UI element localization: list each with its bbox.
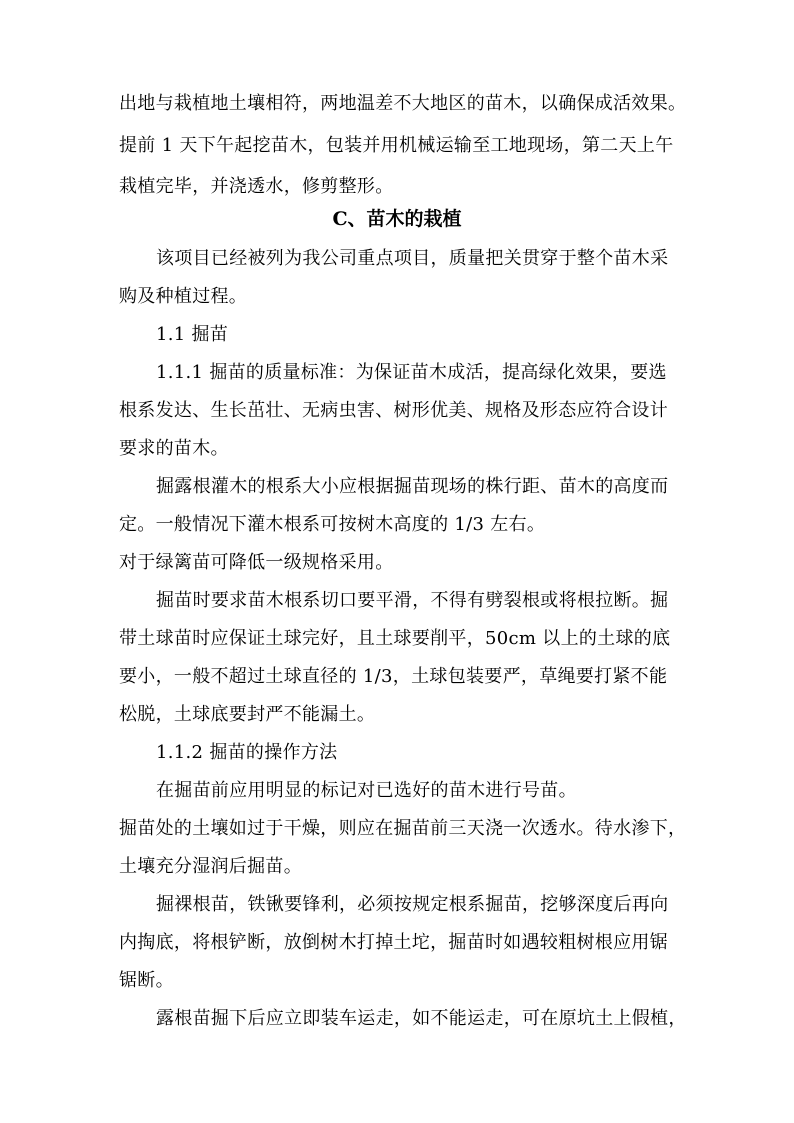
section-heading: C、苗木的栽植: [332, 208, 462, 230]
text-line: 要求的苗木。: [119, 438, 229, 459]
text-line: 要小，一般不超过土球直径的 1/3，土球包装要严，草绳要打紧不能: [119, 666, 668, 687]
text-line: 对于绿篱苗可降低一级规格采用。: [119, 552, 394, 573]
text-line: 1.1.2 掘苗的操作方法: [156, 742, 338, 763]
text-line: 在掘苗前应用明显的标记对已选好的苗木进行号苗。: [156, 780, 577, 801]
text-line: 1.1 掘苗: [156, 324, 229, 345]
text-line: 掘裸根苗，铁锹要锋利，必须按规定根系掘苗，挖够深度后再向: [156, 894, 669, 915]
text-line: 1.1.1 掘苗的质量标准：为保证苗木成活，提高绿化效果，要选: [156, 362, 667, 383]
text-line: 锯断。: [119, 970, 174, 991]
text-line: 土壤充分湿润后掘苗。: [119, 856, 302, 877]
text-line: 内掏底，将根铲断，放倒树木打掉土坨，掘苗时如遇较粗树根应用锯: [119, 932, 668, 953]
text-line: 根系发达、生长茁壮、无病虫害、树形优美、规格及形态应符合设计: [119, 400, 668, 421]
text-line: 提前 1 天下午起挖苗木，包装并用机械运输至工地现场，第二天上午: [119, 135, 674, 156]
text-line: 定。一般情况下灌木根系可按树木高度的 1/3 左右。: [119, 514, 546, 535]
text-line: 松脱，土球底要封严不能漏土。: [119, 704, 376, 725]
text-line: 掘苗处的土壤如过于干燥，则应在掘苗前三天浇一次透水。待水渗下，: [119, 818, 687, 839]
text-line: 掘露根灌木的根系大小应根据掘苗现场的株行距、苗木的高度而: [156, 476, 669, 497]
text-line: 露根苗掘下后应立即装车运走，如不能运走，可在原坑土上假植，: [156, 1008, 687, 1029]
text-line: 购及种植过程。: [119, 286, 248, 307]
text-line: 掘苗时要求苗木根系切口要平滑，不得有劈裂根或将根拉断。掘: [156, 590, 669, 611]
text-line: 栽植完毕，并浇透水，修剪整形。: [119, 176, 394, 197]
text-line: 出地与栽植地土壤相符，两地温差不大地区的苗木，以确保成活效果。: [119, 93, 687, 114]
text-line: 带土球苗时应保证土球完好，且土球要削平，50cm 以上的土球的底: [119, 628, 671, 649]
text-line: 该项目已经被列为我公司重点项目，质量把关贯穿于整个苗木采: [156, 248, 669, 269]
